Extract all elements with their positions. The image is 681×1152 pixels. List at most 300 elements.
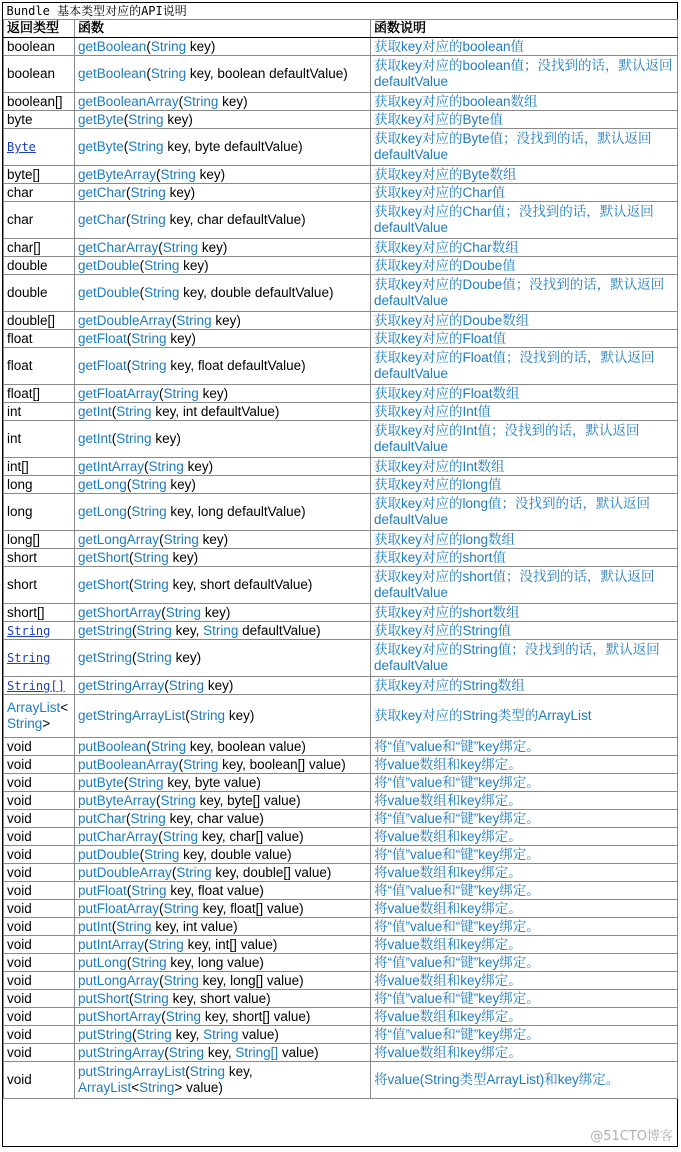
param-text: key) [211, 312, 241, 328]
table-row [4, 936, 678, 954]
header-return-type: 返回类型 [4, 20, 75, 38]
return-type-cell [4, 38, 75, 56]
param-type-link[interactable]: String [133, 577, 169, 592]
function-cell: putIntArray(String key, int[] value) [75, 936, 371, 954]
function-cell: putFloat(String key, float value) [75, 882, 371, 900]
function-cell: getFloat(String key) [75, 330, 371, 348]
param-text: key, [171, 622, 204, 638]
param-text: key) [151, 431, 181, 446]
description-cell: 获取key对应的Byte数组 [371, 166, 678, 184]
param-text: key) [218, 93, 248, 109]
table-row [4, 166, 678, 184]
table-row [4, 239, 678, 257]
function-name-link[interactable]: getLongArray [78, 531, 160, 547]
return-type-text: void [7, 738, 32, 754]
function-name-link[interactable]: putString [78, 1026, 133, 1042]
param-type-link[interactable]: String [162, 239, 199, 255]
param-type-link[interactable]: String [130, 212, 166, 227]
param-text: key, short defaultValue) [168, 577, 313, 592]
param-type-link[interactable]: String [128, 139, 164, 154]
description-cell: 获取key对应的Float值 [371, 330, 678, 348]
param-text: key) [225, 708, 255, 723]
function-name-link[interactable]: putFloatArray [78, 900, 160, 916]
function-name-link[interactable]: getInt [78, 403, 112, 419]
return-type-text: void [7, 936, 32, 952]
return-type-cell [4, 257, 75, 275]
return-type-text: float [7, 358, 33, 373]
table-row [4, 882, 678, 900]
return-type-text: void [7, 990, 32, 1006]
param-text: key, boolean[] value) [218, 756, 346, 772]
param-text: key) [198, 239, 228, 255]
param-text: value) [278, 1044, 319, 1060]
function-cell: getStringArrayList(String key) [75, 695, 371, 738]
param-text: key) [186, 38, 216, 54]
param-text: key) [183, 458, 214, 474]
description-cell: 将value数组和key绑定。 [371, 792, 678, 810]
function-cell: putShortArray(String key, short[] value) [75, 1008, 371, 1026]
description-cell: 获取key对应的Int数组 [371, 458, 678, 476]
description-cell: 将“值”value和“键”key绑定。 [371, 774, 678, 792]
function-name-link[interactable]: getDoubleArray [78, 312, 172, 328]
param-text: key, boolean value) [186, 738, 306, 754]
function-cell: getFloatArray(String key) [75, 385, 371, 403]
param-text: key) [198, 385, 229, 401]
param-type-link[interactable]: String [160, 166, 196, 182]
function-name-link[interactable]: getDouble [78, 285, 140, 300]
return-type-text: int [7, 431, 22, 446]
function-name-link[interactable]: getLong [78, 476, 127, 492]
table-caption-row [4, 3, 678, 20]
param-type-link[interactable]: String [131, 882, 167, 898]
param-text: key) [201, 604, 231, 620]
table-row [4, 38, 678, 56]
function-name-link[interactable]: putStringArrayList [78, 1064, 186, 1079]
return-type-cell [4, 403, 75, 421]
return-type-link[interactable]: String [7, 623, 51, 638]
function-cell: putInt(String key, int value) [75, 918, 371, 936]
param-text: key, char value) [165, 810, 264, 826]
param-type-link[interactable]: String [165, 1008, 202, 1024]
function-cell: putFloatArray(String key, float[] value) [75, 900, 371, 918]
table-header-row [4, 20, 678, 38]
function-cell: getDouble(String key) [75, 257, 371, 275]
function-name-link[interactable]: getShort [78, 577, 130, 592]
function-name-link[interactable]: getFloat [78, 330, 127, 346]
table-row [4, 348, 678, 385]
param-type-link[interactable]: String [116, 403, 152, 419]
description-cell: 获取key对应的Char值；没找到的话，默认返回defaultValue [371, 202, 678, 239]
param-type-link[interactable]: String [176, 312, 212, 328]
function-cell: putByteArray(String key, byte[] value) [75, 792, 371, 810]
description-cell: 获取key对应的String值；没找到的话，默认返回defaultValue [371, 640, 678, 677]
function-cell: putLong(String key, long value) [75, 954, 371, 972]
param-text: key, char defaultValue) [165, 212, 306, 227]
table-row [4, 1044, 678, 1062]
param-type-link[interactable]: String [150, 66, 187, 81]
header-description: 函数说明 [371, 20, 678, 38]
function-cell: getString(String key, String defaultValue) [75, 622, 371, 640]
return-type-text: void [7, 1008, 32, 1024]
function-name-link[interactable]: getShortArray [78, 604, 162, 620]
return-type-cell [4, 476, 75, 494]
return-type-text: void [7, 1044, 32, 1060]
return-type-cell [4, 494, 75, 531]
function-name-link[interactable]: putIntArray [78, 936, 145, 952]
function-name-link[interactable]: getString [78, 622, 133, 638]
return-type-cell [4, 918, 75, 936]
table-row [4, 385, 678, 403]
param-type-link[interactable]: String [116, 431, 152, 446]
description-cell: 获取key对应的long值；没找到的话，默认返回defaultValue [371, 494, 678, 531]
param-type-link[interactable]: String [160, 792, 196, 808]
description-cell: 获取key对应的Doube值 [371, 257, 678, 275]
param-text: key) [179, 257, 209, 273]
description-cell: 获取key对应的short值 [371, 549, 678, 567]
param-type-link[interactable]: String [131, 476, 167, 492]
return-type-cell [4, 828, 75, 846]
function-cell: getShortArray(String key) [75, 604, 371, 622]
return-type-text: long [7, 504, 33, 519]
return-type-cell [4, 166, 75, 184]
param-type-link[interactable]: String [150, 38, 187, 54]
return-type-cell [4, 385, 75, 403]
function-name-link[interactable]: getChar [78, 184, 127, 200]
table-row [4, 828, 678, 846]
description-cell: 获取key对应的Float数组 [371, 385, 678, 403]
function-cell: getBoolean(String key, boolean defaultValue) [75, 56, 371, 93]
function-cell: getBooleanArray(String key) [75, 93, 371, 111]
return-type-text: void [7, 882, 32, 898]
return-type-text: boolean [7, 66, 56, 81]
function-name-link[interactable]: putDoubleArray [78, 864, 172, 880]
param-text: key) [204, 677, 234, 693]
table-row [4, 972, 678, 990]
return-type-link[interactable]: Byte [7, 140, 36, 154]
return-type-text: void [7, 828, 32, 844]
table-row [4, 846, 678, 864]
return-type-cell [4, 1008, 75, 1026]
param-text: key) [166, 330, 196, 346]
function-cell: putLongArray(String key, long[] value) [75, 972, 371, 990]
description-cell: 将“值”value和“键”key绑定。 [371, 738, 678, 756]
param-text: key, short[] value) [201, 1008, 311, 1024]
param-text: value) [238, 1026, 279, 1042]
param-text: key, long[] value) [198, 972, 304, 988]
param-text: key, double[] value) [211, 864, 332, 880]
param-type-link[interactable]: String [150, 738, 187, 754]
description-cell: 获取key对应的boolean数组 [371, 93, 678, 111]
return-type-text: byte[] [7, 166, 41, 182]
param-type-link[interactable]: String [168, 1044, 205, 1060]
table-row [4, 1026, 678, 1044]
description-cell: 获取key对应的Int值 [371, 403, 678, 421]
function-name-link[interactable]: putShortArray [78, 1008, 162, 1024]
return-type-cell [4, 56, 75, 93]
param-type-link[interactable]: String [131, 954, 167, 970]
param-type-link[interactable]: String [183, 93, 219, 109]
param-type-link[interactable]: String [133, 549, 169, 565]
param-type-link[interactable]: String [130, 810, 166, 826]
param-text: key, char[] value) [198, 828, 304, 844]
param-text: key) [198, 531, 229, 547]
table-row [4, 111, 678, 129]
table-row [4, 458, 678, 476]
function-name-link[interactable]: getDouble [78, 257, 140, 273]
function-name-link[interactable]: getByteArray [78, 166, 157, 182]
description-cell: 获取key对应的boolean值；没找到的话，默认返回defaultValue [371, 56, 678, 93]
function-name-link[interactable]: putFloat [78, 882, 127, 898]
function-cell: getFloat(String key, float defaultValue) [75, 348, 371, 385]
function-name-link[interactable]: getInt [78, 431, 112, 446]
param-type-link[interactable]: String [131, 504, 167, 519]
table-row [4, 257, 678, 275]
param-type-link[interactable]: String [189, 708, 226, 723]
param-type-link[interactable]: String [165, 604, 202, 620]
return-type-cell [4, 202, 75, 239]
function-cell: putBooleanArray(String key, boolean[] value) [75, 756, 371, 774]
param-type-link[interactable]: String [163, 900, 199, 916]
description-cell: 将value数组和key绑定。 [371, 1008, 678, 1026]
param-type-link[interactable]: ArrayList [78, 1080, 132, 1095]
table-row [4, 695, 678, 738]
function-cell: getDoubleArray(String key) [75, 312, 371, 330]
param-type-link[interactable]: String [144, 257, 180, 273]
function-name-link[interactable]: getFloat [78, 358, 127, 373]
param-text: key, int[] value) [183, 936, 278, 952]
table-row [4, 990, 678, 1008]
return-type-cell [4, 312, 75, 330]
function-cell: getBoolean(String key) [75, 38, 371, 56]
description-cell: 获取key对应的String数组 [371, 677, 678, 695]
param-type-link[interactable]: String [163, 972, 199, 988]
param-type-link[interactable]: String [128, 111, 164, 127]
return-type-text: float [7, 330, 33, 346]
description-cell: 获取key对应的Doube数组 [371, 312, 678, 330]
description-cell: 将value数组和key绑定。 [371, 756, 678, 774]
table-row [4, 403, 678, 421]
description-cell: 将“值”value和“键”key绑定。 [371, 846, 678, 864]
param-type-link[interactable]: String [116, 918, 152, 934]
table-row [4, 622, 678, 640]
function-cell: getChar(String key) [75, 184, 371, 202]
function-name-link[interactable]: putStringArray [78, 1044, 165, 1060]
description-cell: 将value数组和key绑定。 [371, 936, 678, 954]
param-type-link[interactable]: String [176, 864, 212, 880]
return-type-link[interactable]: ArrayList [7, 700, 61, 715]
function-cell: getByteArray(String key) [75, 166, 371, 184]
function-cell: getByte(String key, byte defaultValue) [75, 129, 371, 166]
table-row [4, 677, 678, 695]
function-cell: putDouble(String key, double value) [75, 846, 371, 864]
param-type-link[interactable]: String [128, 774, 164, 790]
return-type-link[interactable]: String [7, 716, 43, 731]
function-name-link[interactable]: putShort [78, 990, 130, 1006]
return-type-text: void [7, 792, 32, 808]
param-type-link[interactable]: String [148, 936, 184, 952]
param-type-link[interactable]: String [136, 622, 172, 638]
description-cell: 将value数组和key绑定。 [371, 1044, 678, 1062]
param-text: key) [195, 166, 226, 182]
param-type-link[interactable]: String [183, 756, 219, 772]
return-type-text: void [7, 774, 32, 790]
function-name-link[interactable]: putDouble [78, 846, 140, 862]
function-cell: putStringArrayList(String key, ArrayList<String> value) [75, 1062, 371, 1099]
param-text: key, [171, 1026, 204, 1042]
table-row [4, 604, 678, 622]
function-name-link[interactable]: putByteArray [78, 792, 157, 808]
return-type-text: boolean [7, 38, 56, 54]
param-type-link[interactable]: String [148, 458, 184, 474]
param-type-link[interactable]: String [136, 1026, 172, 1042]
function-name-link[interactable]: putBoolean [78, 738, 147, 754]
param-text: key, float[] value) [198, 900, 304, 916]
description-cell: 获取key对应的String值 [371, 622, 678, 640]
description-cell: 获取key对应的Byte值 [371, 111, 678, 129]
param-type-link[interactable]: String [131, 358, 167, 373]
function-name-link[interactable]: putChar [78, 810, 127, 826]
table-row [4, 184, 678, 202]
return-type-text: double [7, 257, 48, 273]
function-name-link[interactable]: putCharArray [78, 828, 159, 844]
function-name-link[interactable]: getByte [78, 111, 124, 127]
return-type-text: long[] [7, 531, 41, 547]
return-type-text: boolean[] [7, 93, 63, 109]
param-type-link[interactable]: String [139, 1080, 175, 1095]
param-type-link[interactable]: String [168, 677, 205, 693]
return-type-cell [4, 93, 75, 111]
return-type-link[interactable]: String[] [7, 678, 65, 693]
return-type-cell: ArrayList< String> [4, 695, 75, 738]
description-cell: 获取key对应的short数组 [371, 604, 678, 622]
param-text: key, long value) [166, 954, 264, 970]
param-type-link[interactable]: String [136, 650, 172, 665]
table-row [4, 864, 678, 882]
param-text: key) [166, 476, 196, 492]
param-type-link[interactable]: String [203, 1026, 239, 1042]
return-type-cell [4, 184, 75, 202]
return-type-text: void [7, 954, 32, 970]
function-name-link[interactable]: getIntArray [78, 458, 145, 474]
param-type-link[interactable]: String [203, 622, 239, 638]
param-text: key) [165, 184, 196, 200]
param-type-link[interactable]: String [189, 1064, 226, 1079]
description-cell: 将“值”value和“键”key绑定。 [371, 954, 678, 972]
api-table [3, 3, 678, 1099]
function-name-link[interactable]: getShort [78, 549, 130, 565]
return-type-text: void [7, 756, 32, 772]
function-cell: putStringArray(String key, String[] value) [75, 1044, 371, 1062]
function-name-link[interactable]: getByte [78, 139, 124, 154]
param-text: key) [171, 650, 202, 665]
return-type-text: char [7, 184, 34, 200]
table-row [4, 494, 678, 531]
return-type-text: void [7, 1072, 32, 1087]
return-type-link[interactable]: String [7, 651, 51, 665]
description-cell: 将“值”value和“键”key绑定。 [371, 882, 678, 900]
function-name-link[interactable]: getLong [78, 504, 127, 519]
param-text: key, [225, 1064, 253, 1079]
param-type-link[interactable]: String [144, 285, 180, 300]
table-row [4, 476, 678, 494]
return-type-cell [4, 846, 75, 864]
return-type-cell [4, 1044, 75, 1062]
description-cell: 获取key对应的Float值；没找到的话，默认返回defaultValue [371, 348, 678, 385]
param-type-link[interactable]: String [163, 385, 199, 401]
table-row [4, 774, 678, 792]
return-type-cell [4, 275, 75, 312]
function-cell: getByte(String key) [75, 111, 371, 129]
return-type-text: void [7, 846, 32, 862]
function-name-link[interactable]: putByte [78, 774, 124, 790]
function-cell: getShort(String key) [75, 549, 371, 567]
function-name-link[interactable]: putLong [78, 954, 127, 970]
table-row [4, 93, 678, 111]
function-name-link[interactable]: getChar [78, 212, 127, 227]
function-name-link[interactable]: getFloatArray [78, 385, 160, 401]
return-type-cell [4, 972, 75, 990]
param-type-link[interactable]: String [144, 846, 180, 862]
return-type-text: short [7, 549, 38, 565]
function-name-link[interactable]: getStringArray [78, 677, 165, 693]
return-type-cell [4, 810, 75, 828]
function-name-link[interactable]: getString [78, 650, 133, 665]
table-row [4, 129, 678, 166]
return-type-text: int [7, 403, 22, 419]
return-type-text: double [7, 285, 48, 300]
table-row [4, 202, 678, 239]
function-name-link[interactable]: putInt [78, 918, 112, 934]
table-row [4, 954, 678, 972]
description-cell: 将value数组和key绑定。 [371, 900, 678, 918]
description-cell: 将“值”value和“键”key绑定。 [371, 1026, 678, 1044]
description-cell: 获取key对应的boolean值 [371, 38, 678, 56]
param-text: key, byte[] value) [195, 792, 301, 808]
function-cell: putCharArray(String key, char[] value) [75, 828, 371, 846]
function-name-link[interactable]: putLongArray [78, 972, 160, 988]
description-cell: 获取key对应的Int值；没找到的话，默认返回defaultValue [371, 421, 678, 458]
function-name-link[interactable]: getCharArray [78, 239, 159, 255]
param-type-link[interactable]: String [130, 184, 166, 200]
param-type-link[interactable]: String [163, 531, 199, 547]
function-name-link[interactable]: getBoolean [78, 66, 147, 81]
param-type-link[interactable]: String [162, 828, 199, 844]
table-row [4, 756, 678, 774]
param-type-link[interactable]: String[] [235, 1044, 279, 1060]
return-type-cell [4, 604, 75, 622]
param-type-link[interactable]: String [133, 990, 169, 1006]
return-type-cell [4, 864, 75, 882]
function-cell: getInt(String key) [75, 421, 371, 458]
param-type-link[interactable]: String [131, 330, 167, 346]
function-name-link[interactable]: getBooleanArray [78, 93, 179, 109]
return-type-cell [4, 640, 75, 677]
return-type-cell [4, 421, 75, 458]
table-row [4, 330, 678, 348]
param-text: key, double defaultValue) [179, 285, 334, 300]
param-text: key, long defaultValue) [166, 504, 306, 519]
return-type-cell [4, 1062, 75, 1099]
return-type-text: byte [7, 111, 33, 127]
function-name-link[interactable]: putBooleanArray [78, 756, 179, 772]
function-cell: getShort(String key, short defaultValue) [75, 567, 371, 604]
function-cell: getStringArray(String key) [75, 677, 371, 695]
description-cell: 获取key对应的long数组 [371, 531, 678, 549]
return-type-cell [4, 738, 75, 756]
function-name-link[interactable]: getBoolean [78, 38, 147, 54]
function-name-link[interactable]: getStringArrayList [78, 708, 186, 723]
function-cell: getInt(String key, int defaultValue) [75, 403, 371, 421]
